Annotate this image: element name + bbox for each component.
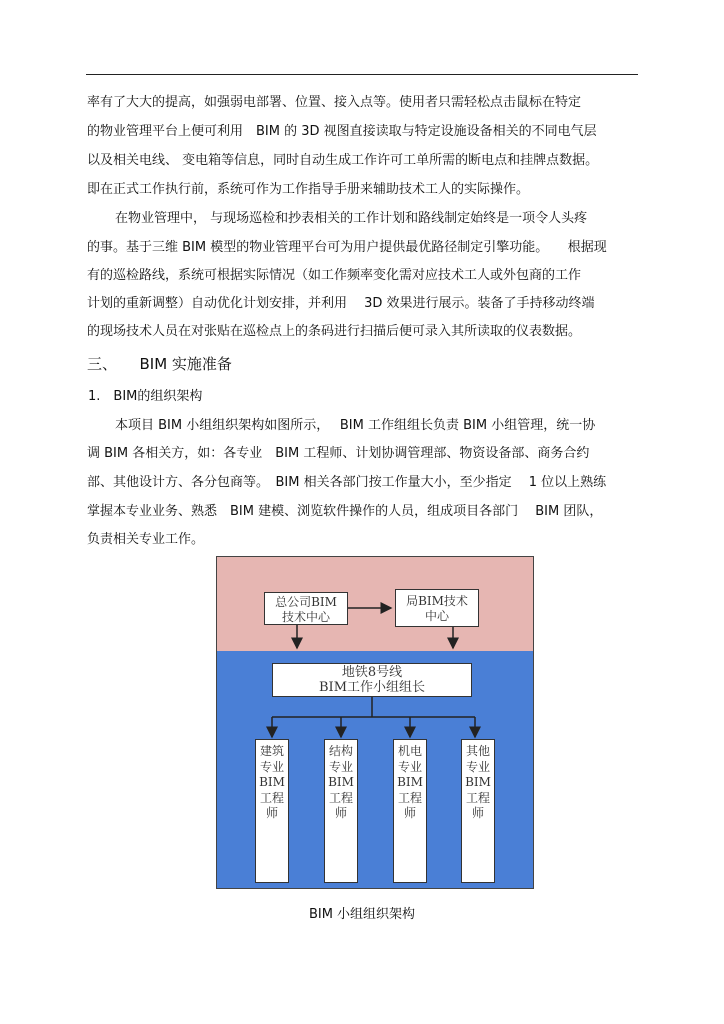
- paragraph-2-line-3: 有的巡检路线，系统可根据实际情况（如工作频率变化需对应技术工人或外包商的工作: [87, 268, 582, 283]
- paragraph-3-line-5: 负责相关专业工作。: [87, 532, 205, 547]
- figure-caption: BIM 小组组织架构: [308, 907, 416, 922]
- paragraph-1-line-4: 即在正式工作执行前，系统可作为工作指导手册来辅助技术工人的实际操作。: [87, 182, 530, 197]
- box-team-leader: [272, 663, 472, 697]
- box-bureau-line-2: 中心: [424, 609, 449, 623]
- paragraph-2-line-2: 的事。基于三维 BIM 模型的物业管理平台可为用户提供最优路径制定引擎功能。 根据现: [87, 240, 607, 255]
- section-heading: 三、 BIM 实施准备: [87, 355, 232, 373]
- paragraph-1-line-3: 以及相关电线、 变电箱等信息，同时自动生成工作许可工单所需的断电点和挂牌点数据。: [87, 153, 599, 168]
- box-architecture-engineer: 建筑专业BIM工程师: [255, 739, 289, 883]
- box-company-line-1: 总公司BIM: [275, 595, 337, 609]
- box-leader-line-1: 地铁8号线: [341, 665, 403, 680]
- paragraph-3-line-2: 调 BIM 各相关方，如：各专业 BIM 工程师、计划协调管理部、物资设备部、商务合约: [87, 446, 590, 461]
- paragraph-3-line-3: 部、其他设计方、各分包商等。 BIM 相关各部门按工作量大小，至少指定 1 位以上熟练: [87, 475, 607, 490]
- box-bureau-bim-center: [395, 589, 479, 627]
- paragraph-3-line-1: 本项目 BIM 小组组织架构如图所示， BIM 工作组组长负责 BIM 小组管理，统一协: [115, 418, 596, 433]
- subheading: 1. BIM的组织架构: [88, 389, 203, 404]
- box-company-line-2: 技术中心: [281, 610, 330, 624]
- box-bureau-line-1: 局BIM技术: [406, 594, 468, 608]
- box-other-engineer: 其他专业BIM工程师: [461, 739, 495, 883]
- box-leader-line-2: BIM工作小组组长: [319, 680, 425, 695]
- header-rule: [86, 74, 638, 75]
- paragraph-2-line-5: 的现场技术人员在对张贴在巡检点上的条码进行扫描后便可录入其所读取的仪表数据。: [87, 324, 582, 339]
- box-mep-engineer: 机电专业BIM工程师: [393, 739, 427, 883]
- paragraph-2-line-1: 在物业管理中， 与现场巡检和抄表相关的工作计划和路线制定始终是一项令人头疼: [115, 211, 588, 226]
- paragraph-1-line-1: 率有了大大的提高，如强弱电部署、位置、接入点等。使用者只需轻松点击鼠标在特定: [87, 95, 582, 110]
- paragraph-2-line-4: 计划的重新调整）自动优化计划安排，并利用 3D 效果进行展示。装备了手持移动终端: [87, 296, 595, 311]
- box-structure-engineer: 结构专业BIM工程师: [324, 739, 358, 883]
- org-chart-diagram: [216, 556, 534, 889]
- box-company-bim-center: [264, 592, 348, 625]
- paragraph-3-line-4: 掌握本专业业务、熟悉 BIM 建模、浏览软件操作的人员，组成项目各部门 BIM 团队，: [87, 504, 603, 519]
- paragraph-1-line-2: 的物业管理平台上便可利用 BIM 的 3D 视图直接读取与特定设施设备相关的不同电气层: [87, 124, 597, 139]
